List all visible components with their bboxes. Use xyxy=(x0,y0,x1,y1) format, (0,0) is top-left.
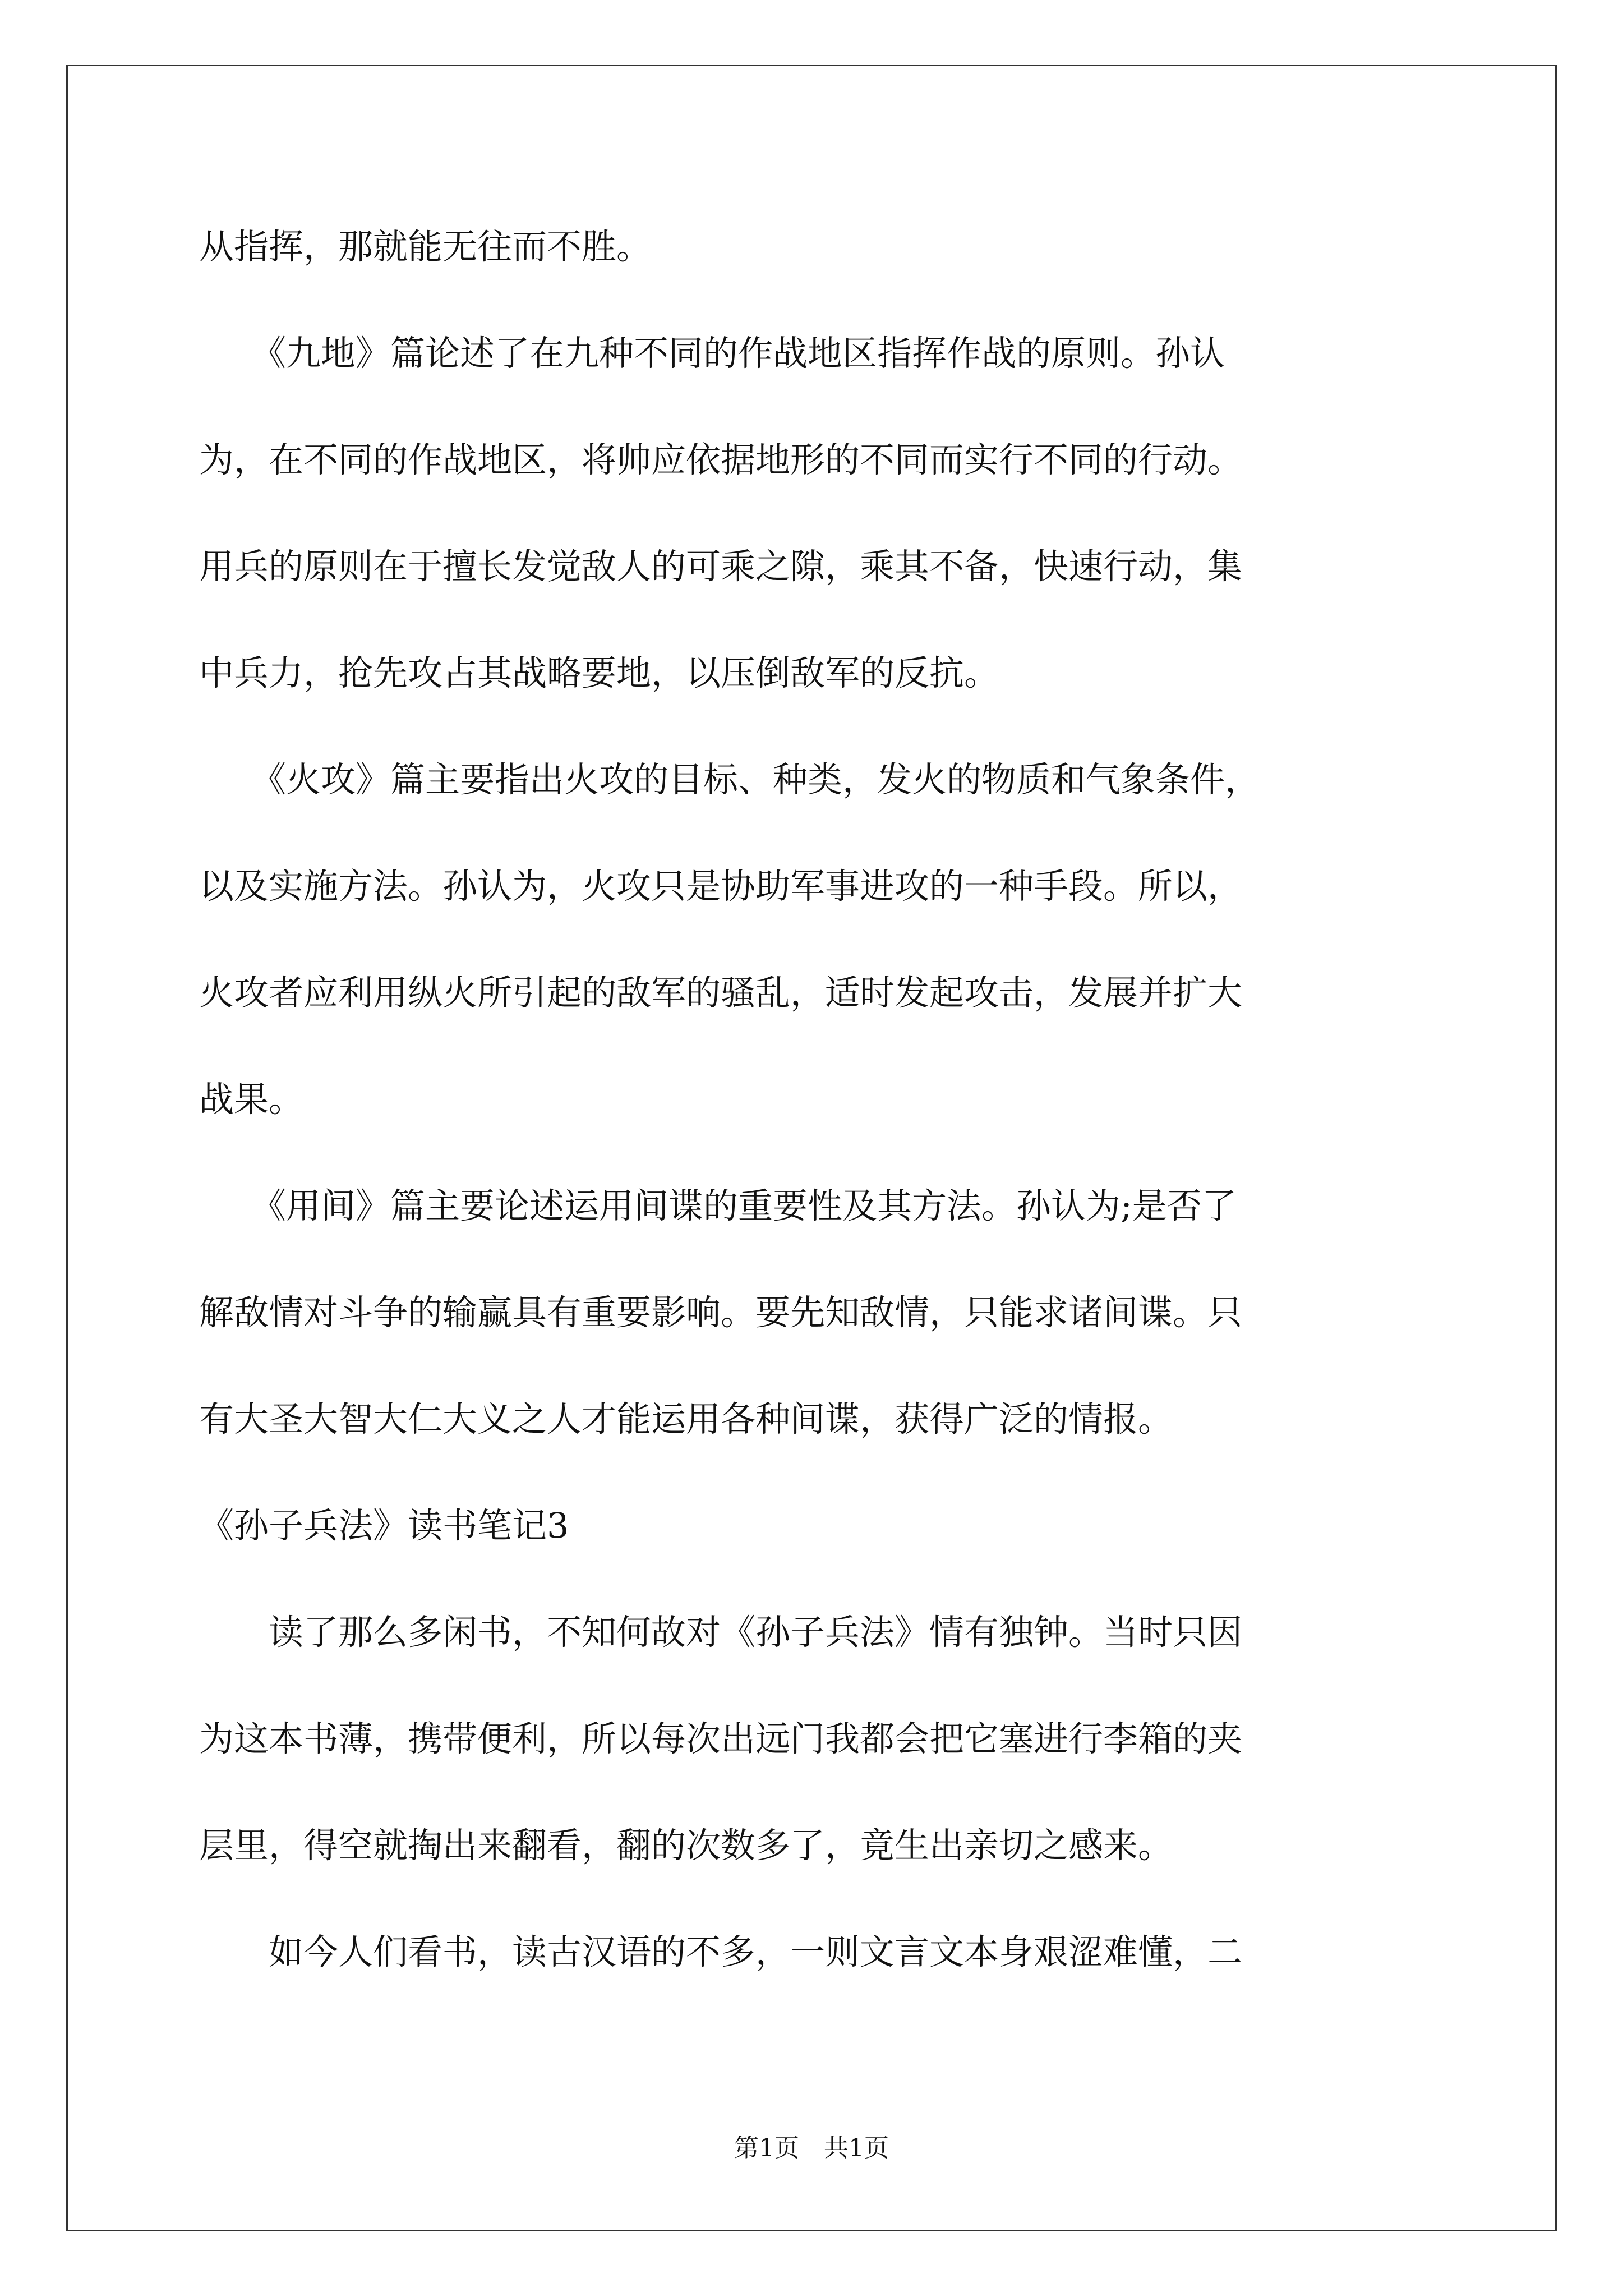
text-line: 以及实施方法。孙认为，火攻只是协助军事进攻的一种手段。所以， xyxy=(199,866,1243,907)
text-line: 为这本书薄，携带便利，所以每次出远门我都会把它塞进行李箱的夹 xyxy=(199,1718,1243,1759)
section-heading: 《孙子兵法》读书笔记3 xyxy=(199,1505,569,1546)
text-line: 《九地》篇论述了在九种不同的作战地区指挥作战的原则。孙认 xyxy=(199,333,1225,374)
text-line: 从指挥，那就能无往而不胜。 xyxy=(199,226,652,267)
text-line: 中兵力，抢先攻占其战略要地，以压倒敌军的反抗。 xyxy=(199,652,999,693)
text-line: 有大圣大智大仁大义之人才能运用各种间谍，获得广泛的情报。 xyxy=(199,1398,1173,1439)
text-line: 火攻者应利用纵火所引起的敌军的骚乱，适时发起攻击，发展并扩大 xyxy=(199,972,1243,1013)
page-frame xyxy=(66,65,1557,2231)
text-line: 层里，得空就掏出来翻看，翻的次数多了，竟生出亲切之感来。 xyxy=(199,1825,1173,1866)
text-line: 解敌情对斗争的输赢具有重要影响。要先知敌情，只能求诸间谍。只 xyxy=(199,1292,1243,1333)
text-line: 《用间》篇主要论述运用间谍的重要性及其方法。孙认为;是否了 xyxy=(199,1185,1237,1226)
text-line: 用兵的原则在于擅长发觉敌人的可乘之隙，乘其不备，快速行动，集 xyxy=(199,546,1243,587)
text-line: 《火攻》篇主要指出火攻的目标、种类，发火的物质和气象条件， xyxy=(199,759,1260,800)
text-line: 如今人们看书，读古汉语的不多，一则文言文本身艰涩难懂，二 xyxy=(199,1931,1243,1972)
text-line: 读了那么多闲书，不知何故对《孙子兵法》情有独钟。当时只因 xyxy=(199,1612,1243,1653)
text-line: 战果。 xyxy=(199,1079,304,1120)
text-line: 为，在不同的作战地区，将帅应依据地形的不同而实行不同的行动。 xyxy=(199,439,1243,480)
page-footer: 第1页 共1页 xyxy=(734,2134,889,2162)
